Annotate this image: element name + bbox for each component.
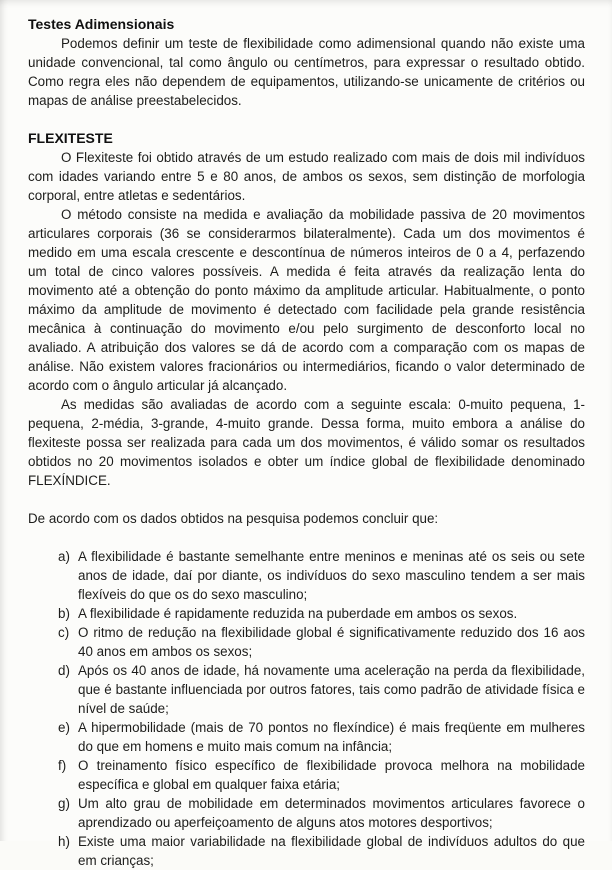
list-item-text-c: O ritmo de redução na flexibilidade global é significativamente reduzido dos 16 aos 40 anos em ambos os sexos; [78, 625, 585, 659]
conclusions-list [28, 547, 585, 870]
list-item-h [28, 832, 585, 870]
list-item-text-a: A flexibilidade é bastante semelhante entre meninos e meninas até os seis ou sete anos de idade, daí por diante, os indivíduos do sexo masculino tendem a ser mais flexíveis do que os do sexo masculino; [78, 549, 585, 602]
list-marker-b: b) [58, 606, 70, 621]
list-marker-d: d) [58, 663, 70, 678]
list-item-c [28, 623, 585, 661]
list-marker-h: h) [58, 834, 70, 849]
list-item-b [28, 604, 585, 623]
paragraph-flexiteste-1: O Flexiteste foi obtido através de um estudo realizado com mais de dois mil indivíduos com idades variando entre 5 e 80 anos, de ambos os sexos, sem distinção de morfologia corporal, entre atletas e sedentários. [28, 150, 585, 203]
list-marker-a: a) [58, 549, 70, 564]
paragraph-flexiteste-3: As medidas são avaliadas de acordo com a seguinte escala: 0-muito pequena, 1-pequena, 2-média, 3-grande, 4-muito grande. Dessa forma, muito embora a análise do flexiteste possa ser realizada para cada um dos movimentos, é válido somar os resultados obtidos no 20 movimentos isolados e obter um índice global de flexibilidade denominado FLEXÍNDICE. [28, 397, 585, 488]
paragraph-flexiteste-2: O método consiste na medida e avaliação da mobilidade passiva de 20 movimentos articulares corporais (36 se considerarmos bilateralmente). Cada um dos movimentos é medido em uma escala crescente e descontínua de números inteiros de 0 a 4, perfazendo um total de cinco valores possíveis. A medida é feita através da realização lenta do movimento até a obtenção do ponto máximo da amplitude articular. Habitualmente, o ponto máximo da amplitude de movimento é detectado com facilidade pela grande resistência mecânica à continuação do movimento e/ou pelo surgimento de desconforto local no avaliado. A atribuição dos valores se dá de acordo com a comparação com os mapas de análise. Não existem valores fracionários ou intermediários, ficando o valor determinado de acordo com o ângulo articular já alcançado. [28, 207, 585, 393]
paragraph-adimensionais: Podemos definir um teste de flexibilidade como adimensional quando não existe uma unidade convencional, tal como ângulo ou centímetros, para expressar o resultado obtido. Como regra eles não dependem de equipamentos, utilizando-se unicamente de critérios ou mapas de análise preestabelecidos. [28, 36, 585, 108]
list-item-f [28, 756, 585, 794]
list-item-text-h: Existe uma maior variabilidade na flexibilidade global de indivíduos adultos do que em crianças; [78, 834, 585, 868]
paragraph-conclusion-intro: De acordo com os dados obtidos na pesquisa podemos concluir que: [28, 511, 439, 526]
list-item-text-d: Após os 40 anos de idade, há novamente uma aceleração na perda da flexibilidade, que é bastante influenciada por outros fatores, tais como padrão de atividade física e nível de saúde; [78, 663, 585, 716]
list-marker-c: c) [58, 625, 70, 640]
list-item-g [28, 794, 585, 832]
list-item-d [28, 661, 585, 718]
list-item-text-e: A hipermobilidade (mais de 70 pontos no flexíndice) é mais freqüente em mulheres do que em homens e muito mais comum na infância; [78, 720, 585, 754]
list-item-a [28, 547, 585, 604]
list-item-text-f: O treinamento físico específico de flexibilidade provoca melhora na mobilidade específica e global em qualquer faixa etária; [78, 758, 585, 792]
list-item-e [28, 718, 585, 756]
list-item-text-b: A flexibilidade é rapidamente reduzida na puberdade em ambos os sexos. [78, 606, 518, 621]
list-marker-e: e) [58, 720, 70, 735]
list-marker-g: g) [58, 796, 70, 811]
section-title-testes-adimensionais: Testes Adimensionais [28, 16, 175, 32]
list-item-text-g: Um alto grau de mobilidade em determinados movimentos articulares favorece o aprendizado ou aperfeiçoamento de alguns atos motores desportivos; [78, 796, 585, 830]
list-marker-f: f) [58, 758, 67, 773]
section-title-flexiteste: FLEXITESTE [28, 130, 113, 146]
